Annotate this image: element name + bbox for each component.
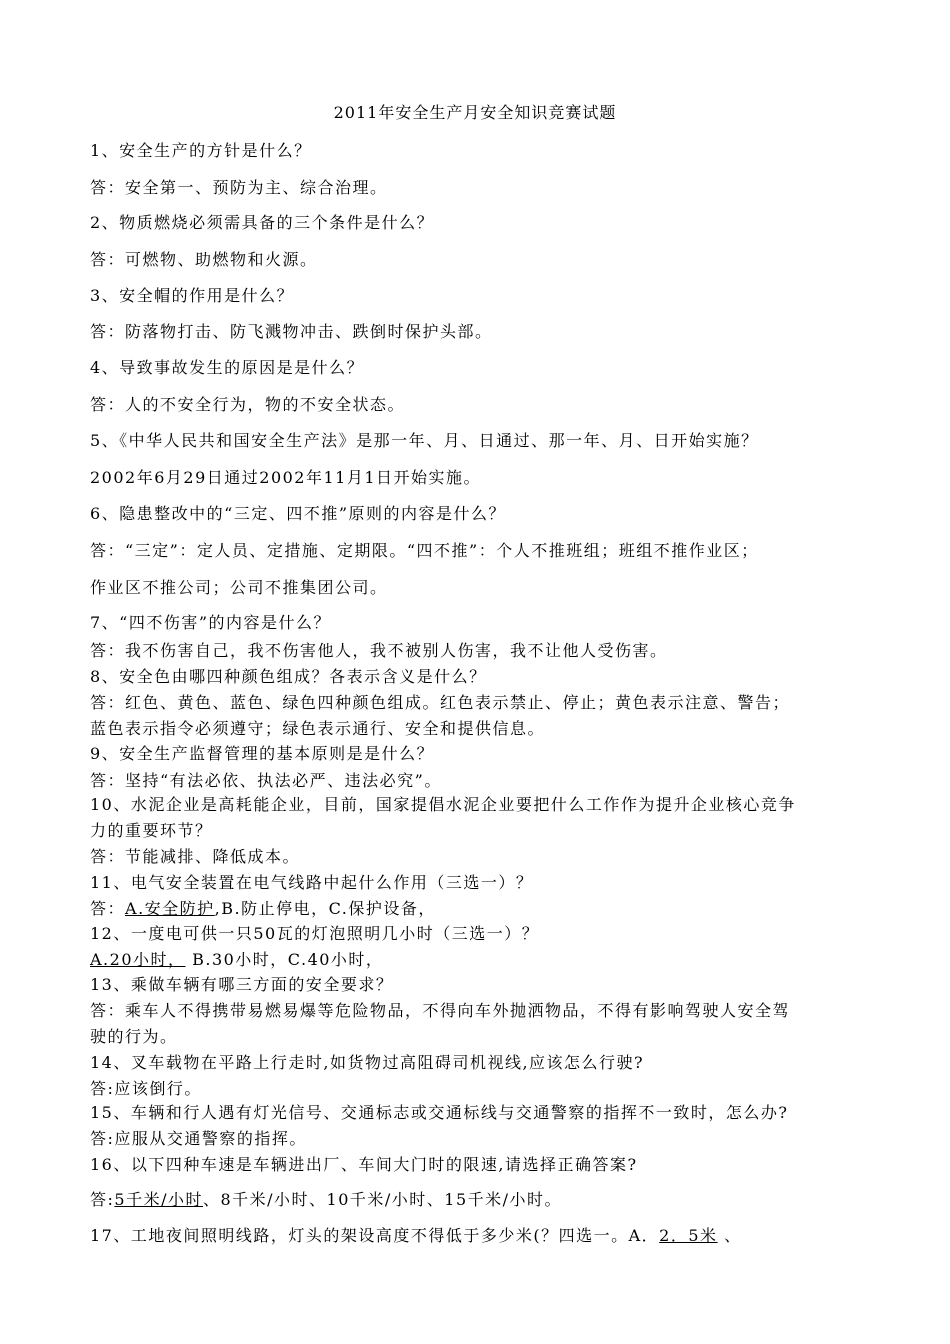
- text-line: 答：可燃物、助燃物和火源。: [90, 250, 318, 269]
- text-line: 答：人的不安全行为，物的不安全状态。: [90, 395, 406, 414]
- underlined-answer: A.20小时，: [90, 950, 186, 969]
- text-line: 作业区不推公司；公司不推集团公司。: [90, 578, 388, 597]
- text-line: 驶的行为。: [90, 1027, 178, 1046]
- text-line: 答：安全第一、预防为主、综合治理。: [90, 178, 388, 197]
- text-line: 17、工地夜间照明线路，灯头的架设高度不得低于多少米(？四选一。A．2．5米 、: [90, 1226, 742, 1245]
- text-line: 4、导致事故发生的原因是是什么？: [90, 358, 365, 377]
- text-line: 9、安全生产监督管理的基本原则是是什么？: [90, 744, 435, 763]
- text-line: 3、安全帽的作用是什么？: [90, 286, 295, 305]
- text-line: 13、乘做车辆有哪三方面的安全要求？: [90, 975, 394, 994]
- text-line: 7、“四不伤害”的内容是什么？: [90, 613, 332, 632]
- text-line: 答:应服从交通警察的指挥。: [90, 1129, 307, 1148]
- text-line: 答:5千米/小时、8千米/小时、10千米/小时、15千米/小时。: [90, 1190, 563, 1209]
- text-line: 答：红色、黄色、蓝色、绿色四种颜色组成。红色表示禁止、停止；黄色表示注意、警告；: [90, 693, 791, 712]
- underlined-answer: A.安全防护: [125, 899, 215, 918]
- text-line: 8、安全色由哪四种颜色组成？各表示含义是什么？: [90, 667, 487, 686]
- text-line: 答：“三定”：定人员、定措施、定期限。“四不推”：个人不推班组；班组不推作业区；: [90, 541, 759, 560]
- text-line: 6、隐患整改中的“三定、四不推”原则的内容是什么？: [90, 504, 507, 523]
- underlined-answer: 2．5米: [659, 1226, 718, 1245]
- text-line: 12、一度电可供一只50瓦的灯泡照明几小时（三选一）？: [90, 924, 540, 943]
- text-line: 11、电气安全装置在电气线路中起什么作用（三选一）？: [90, 873, 534, 892]
- text-line: 10、水泥企业是高耗能企业，目前，国家提倡水泥企业要把什么工作作为提升企业核心竞争: [90, 795, 796, 814]
- text-line: 蓝色表示指令必须遵守；绿色表示通行、安全和提供信息。: [90, 719, 546, 738]
- text-line: 答：我不伤害自己，我不伤害他人，我不被别人伤害，我不让他人受伤害。: [90, 641, 668, 660]
- text-line: 答：节能减排、降低成本。: [90, 847, 301, 866]
- text-line: 5、《中华人民共和国安全生产法》是那一年、月、日通过、那一年、月、日开始实施？: [90, 431, 759, 450]
- document-title: 2011年安全生产月安全知识竞赛试题: [333, 103, 617, 122]
- text-line: 14、叉车载物在平路上行走时,如货物过高阻碍司机视线,应该怎么行驶?: [90, 1053, 645, 1072]
- text-line: 16、以下四种车速是车辆进出厂、车间大门时的限速,请选择正确答案?: [90, 1155, 638, 1174]
- text-line: 力的重要环节？: [90, 821, 213, 840]
- underlined-answer: 5千米/小时: [114, 1190, 203, 1209]
- text-line: 答：坚持“有法必依、执法必严、违法必究”。: [90, 771, 442, 790]
- text-line: 2、物质燃烧必须需具备的三个条件是什么？: [90, 213, 435, 232]
- text-line: 答:应该倒行。: [90, 1079, 202, 1098]
- text-line: 答：乘车人不得携带易燃易爆等危险物品，不得向车外抛洒物品，不得有影响驾驶人安全驾: [90, 1001, 791, 1020]
- text-line: A.20小时， B.30小时，C.40小时，: [90, 950, 384, 969]
- text-line: 2002年6月29日通过2002年11月1日开始实施。: [90, 468, 482, 487]
- text-line: 答：防落物打击、防飞溅物冲击、跌倒时保护头部。: [90, 322, 493, 341]
- text-line: 答：A.安全防护,B.防止停电，C.保护设备，: [90, 899, 436, 918]
- text-line: 15、车辆和行人遇有灯光信号、交通标志或交通标线与交通警察的指挥不一致时，怎么办?: [90, 1103, 789, 1122]
- text-line: 1、安全生产的方针是什么？: [90, 141, 312, 160]
